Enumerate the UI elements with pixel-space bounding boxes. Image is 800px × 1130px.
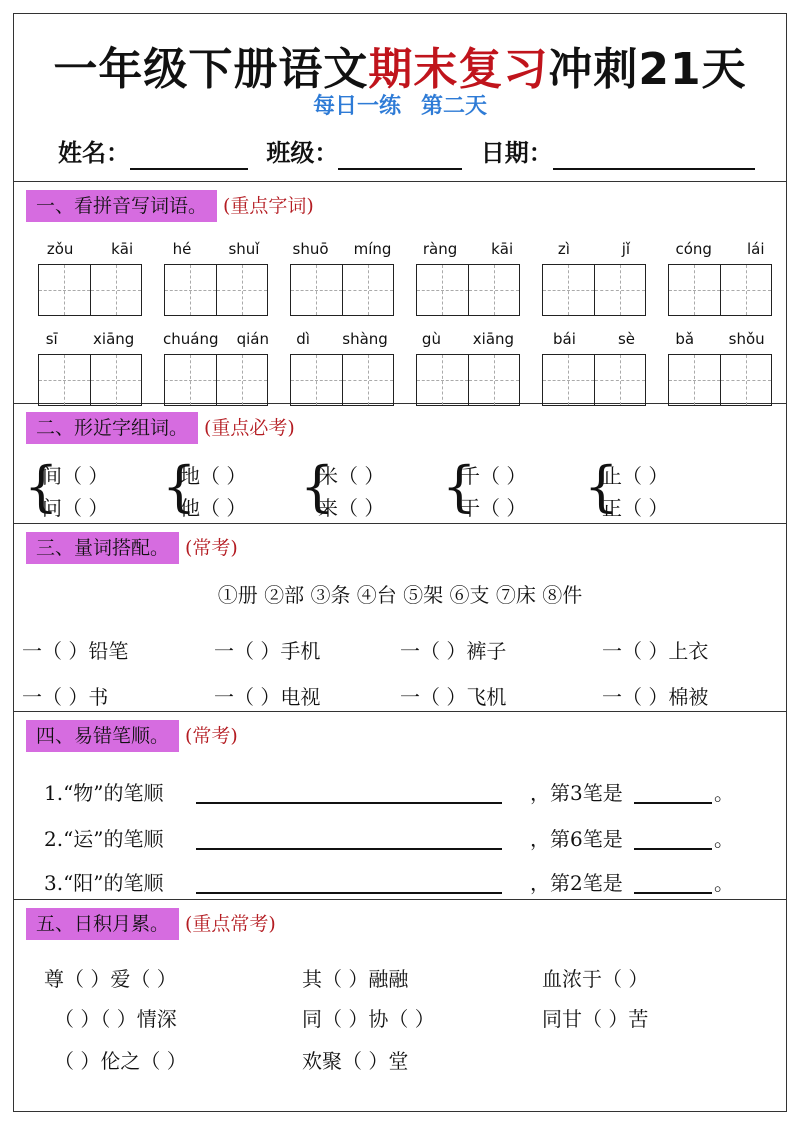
measure-word-item[interactable]: 一（ ）手机 [214, 639, 321, 663]
section-title: 三、量词搭配。 [26, 532, 179, 564]
pinyin-syllable: lái [746, 240, 765, 258]
grid-cell[interactable] [468, 355, 520, 405]
pinyin-label [280, 240, 404, 262]
pinyin-syllable: shǒu [728, 330, 765, 348]
section-pinyin [14, 182, 786, 404]
stroke-number-prompt: ，第6笔是 [530, 827, 623, 851]
tianzige-grid[interactable] [38, 354, 142, 406]
stroke-order-blank[interactable] [196, 802, 502, 804]
grid-cell[interactable] [90, 355, 142, 405]
tianzige-grid[interactable] [668, 354, 772, 406]
grid-cell[interactable] [669, 265, 720, 315]
pinyin-label [658, 330, 782, 352]
class-label: 班级： [266, 139, 339, 167]
measure-word-item[interactable]: 一（ ）裤子 [400, 639, 507, 663]
char-pair-top[interactable]: 米（ ） [318, 464, 385, 488]
grid-cell[interactable] [291, 265, 342, 315]
tianzige-grid[interactable] [416, 354, 520, 406]
idiom-item[interactable]: 尊（ ）爱（ ） [44, 967, 177, 991]
section-accumulation [14, 900, 786, 1113]
idiom-item[interactable]: （ ）（ ）情深 [54, 1007, 177, 1031]
pinyin-syllable: zì [557, 240, 570, 258]
grid-cell[interactable] [669, 355, 720, 405]
pinyin-label [406, 330, 530, 352]
pinyin-label [154, 330, 278, 352]
grid-cell[interactable] [342, 355, 394, 405]
pinyin-label [658, 240, 782, 262]
char-pair [442, 455, 582, 522]
pinyin-label [154, 240, 278, 262]
char-pair [584, 455, 724, 522]
pinyin-label [532, 240, 656, 262]
page-subtitle [14, 92, 786, 122]
grid-cell[interactable] [594, 265, 646, 315]
grid-cell[interactable] [543, 355, 594, 405]
char-pair [24, 455, 164, 522]
pinyin-syllable: shàng [342, 330, 388, 348]
stroke-prompt: 2.“运”的笔顺 [44, 827, 164, 851]
pinyin-label [28, 330, 152, 352]
char-pair-bottom[interactable]: 他（ ） [180, 496, 247, 520]
grid-cell[interactable] [417, 265, 468, 315]
char-pair [162, 455, 302, 522]
worksheet [13, 13, 787, 1112]
pinyin-syllable: sè [617, 330, 635, 348]
tianzige-grid[interactable] [290, 264, 394, 316]
char-pair-top[interactable]: 间（ ） [42, 464, 109, 488]
section-title: 五、日积月累。 [26, 908, 179, 940]
tianzige-grid[interactable] [416, 264, 520, 316]
pinyin-label [532, 330, 656, 352]
grid-cell[interactable] [90, 265, 142, 315]
grid-cell[interactable] [39, 265, 90, 315]
measure-word-item[interactable]: 一（ ）铅笔 [22, 639, 129, 663]
grid-cell[interactable] [216, 265, 268, 315]
period: 。 [714, 871, 734, 895]
stroke-order-row [44, 824, 744, 854]
tianzige-grid[interactable] [164, 264, 268, 316]
grid-cell[interactable] [720, 265, 772, 315]
grid-cell[interactable] [417, 355, 468, 405]
stroke-answer-blank[interactable] [634, 848, 712, 850]
char-pair [300, 455, 440, 522]
grid-cell[interactable] [594, 355, 646, 405]
pinyin-label [28, 240, 152, 262]
pinyin-syllable: zǒu [46, 240, 74, 258]
idiom-item[interactable]: 同甘（ ）苦 [542, 1007, 649, 1031]
idiom-item[interactable]: 欢聚（ ）堂 [302, 1049, 409, 1073]
grid-cell[interactable] [543, 265, 594, 315]
section-title: 一、看拼音写词语。 [26, 190, 217, 222]
stroke-answer-blank[interactable] [634, 802, 712, 804]
tianzige-grid[interactable] [38, 264, 142, 316]
pinyin-syllable: dì [296, 330, 310, 348]
date-label: 日期： [480, 139, 553, 167]
tianzige-grid[interactable] [668, 264, 772, 316]
grid-cell[interactable] [468, 265, 520, 315]
section-header [26, 908, 276, 940]
period: 。 [714, 827, 734, 851]
stroke-order-row [44, 868, 744, 898]
pinyin-syllable: kāi [491, 240, 514, 258]
stroke-order-blank[interactable] [196, 848, 502, 850]
measure-word-item[interactable]: 一（ ）上衣 [602, 639, 709, 663]
section-measure-words [14, 524, 786, 712]
period: 。 [714, 781, 734, 805]
pinyin-syllable: kāi [111, 240, 134, 258]
char-pair-top[interactable]: 千（ ） [460, 464, 527, 488]
brace-symbol: { [162, 455, 197, 518]
section-tag: (重点常考) [185, 913, 276, 935]
grid-cell[interactable] [216, 355, 268, 405]
pinyin-syllable: bái [553, 330, 576, 348]
pinyin-syllable: jǐ [621, 240, 631, 258]
pinyin-syllable: sī [45, 330, 58, 348]
title-part1: 一年级下册语文 [53, 44, 369, 95]
pinyin-syllable: chuáng [163, 330, 219, 348]
section-title: 四、易错笔顺。 [26, 720, 179, 752]
pinyin-syllable: shuō [292, 240, 329, 258]
section-header [26, 720, 238, 752]
subtitle-part1: 每日一练 [312, 94, 401, 119]
char-pair-bottom[interactable]: 正（ ） [602, 496, 669, 520]
pinyin-syllable: hé [172, 240, 192, 258]
pinyin-syllable: bǎ [675, 330, 695, 348]
stroke-order-row [44, 778, 744, 808]
subtitle-part2: 第二天 [421, 94, 488, 119]
pinyin-label [280, 330, 404, 352]
measure-word-item[interactable]: 一（ ）棉被 [602, 685, 709, 709]
pinyin-syllable: xiāng [93, 330, 135, 348]
measure-word-item[interactable]: 一（ ）电视 [214, 685, 321, 709]
grid-cell[interactable] [291, 355, 342, 405]
grid-cell[interactable] [165, 265, 216, 315]
section-header [26, 190, 314, 222]
section-tag: (常考) [185, 725, 238, 747]
section-similar-chars [14, 404, 786, 524]
page-title [14, 42, 786, 98]
idiom-item[interactable]: 血浓于（ ） [542, 967, 649, 991]
pinyin-syllable: qián [236, 330, 269, 348]
char-pair-top[interactable]: 止（ ） [602, 464, 669, 488]
stroke-order-blank[interactable] [196, 892, 502, 894]
student-info [58, 136, 765, 170]
measure-word-item[interactable]: 一（ ）飞机 [400, 685, 507, 709]
tianzige-grid[interactable] [542, 264, 646, 316]
worksheet-header [14, 14, 786, 182]
grid-cell[interactable] [720, 355, 772, 405]
idiom-item[interactable]: 其（ ）融融 [302, 967, 409, 991]
stroke-prompt: 1.“物”的笔顺 [44, 781, 164, 805]
date-field[interactable] [553, 144, 755, 170]
pinyin-syllable: cóng [675, 240, 712, 258]
pinyin-label [406, 240, 530, 262]
grid-cell[interactable] [342, 265, 394, 315]
name-field[interactable] [130, 144, 248, 170]
class-field[interactable] [338, 144, 462, 170]
stroke-number-prompt: ，第2笔是 [530, 871, 623, 895]
grid-cell[interactable] [165, 355, 216, 405]
name-label: 姓名： [58, 139, 130, 167]
stroke-answer-blank[interactable] [634, 892, 712, 894]
section-title: 二、形近字组词。 [26, 412, 198, 444]
stroke-number-prompt: ，第3笔是 [530, 781, 623, 805]
title-part2: 期末复习 [368, 44, 549, 95]
section-stroke-order [14, 712, 786, 900]
pinyin-syllable: gù [421, 330, 441, 348]
tianzige-grid[interactable] [164, 354, 268, 406]
char-pair-bottom[interactable]: 干（ ） [460, 496, 527, 520]
char-pair-bottom[interactable]: 来（ ） [318, 496, 385, 520]
brace-symbol: { [24, 455, 59, 518]
section-header [26, 412, 295, 444]
brace-symbol: { [442, 455, 477, 518]
stroke-prompt: 3.“阳”的笔顺 [44, 871, 164, 895]
char-pair-top[interactable]: 地（ ） [180, 464, 247, 488]
brace-symbol: { [584, 455, 619, 518]
pinyin-syllable: xiāng [472, 330, 515, 348]
title-part3: 冲刺21天 [548, 44, 747, 95]
pinyin-syllable: míng [353, 240, 392, 258]
pinyin-syllable: shuǐ [228, 240, 260, 258]
measure-word-options: ①册 ②部 ③条 ④台 ⑤架 ⑥支 ⑦床 ⑧件 [217, 583, 583, 607]
char-pair-bottom[interactable]: 问（ ） [42, 496, 109, 520]
pinyin-syllable: ràng [422, 240, 458, 258]
brace-symbol: { [300, 455, 335, 518]
section-tag: (重点字词) [223, 195, 314, 217]
idiom-item[interactable]: （ ）伦之（ ） [54, 1049, 187, 1073]
section-tag: (常考) [185, 537, 238, 559]
tianzige-grid[interactable] [542, 354, 646, 406]
measure-word-item[interactable]: 一（ ）书 [22, 685, 109, 709]
idiom-item[interactable]: 同（ ）协（ ） [302, 1007, 435, 1031]
section-header [26, 532, 238, 564]
tianzige-grid[interactable] [290, 354, 394, 406]
grid-cell[interactable] [39, 355, 90, 405]
section-tag: (重点必考) [204, 417, 295, 439]
